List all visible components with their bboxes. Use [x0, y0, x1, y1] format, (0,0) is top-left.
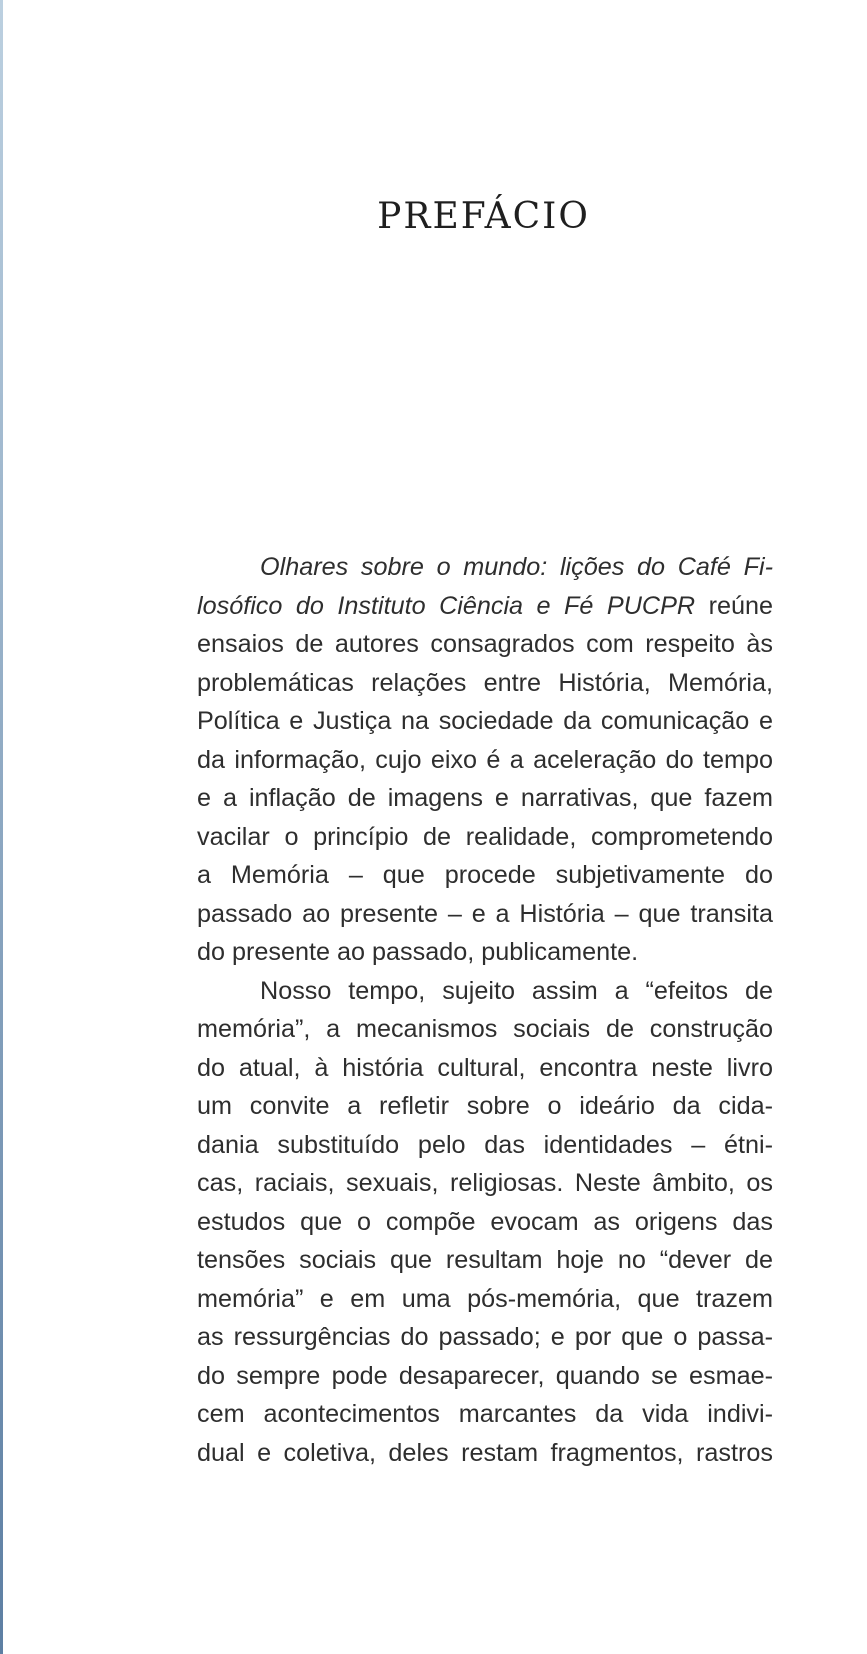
text-line: ensaios de autores consagrados com respeito às [197, 630, 773, 658]
preface-body [197, 548, 773, 1472]
paragraph-1 [197, 548, 773, 972]
text-line: tensões sociais que resultam hoje no “dever de [197, 1246, 773, 1274]
text-line: um convite a refletir sobre o ideário da cida- [197, 1092, 773, 1120]
text-line: da informação, cujo eixo é a aceleração do tempo [197, 745, 773, 774]
text-line: do sempre pode desaparecer, quando se esmae- [197, 1361, 773, 1390]
text-line: Política e Justiça na sociedade da comunicação e [197, 707, 773, 735]
page-edge-line [0, 0, 3, 1654]
text-line: vacilar o princípio de realidade, comprometendo [197, 822, 773, 851]
text-line: cem acontecimentos marcantes da vida indivi- [197, 1400, 773, 1428]
text-line: passado ao presente – e a História – que transita [197, 899, 773, 928]
text-line: dania substituído pelo das identidades – étni- [197, 1130, 773, 1159]
text-line: problemáticas relações entre História, Memória, [197, 668, 773, 697]
text-line: memória”, a mecanismos sociais de construção [197, 1015, 773, 1043]
text-line: dual e coletiva, deles restam fragmentos, rastros [197, 1438, 773, 1467]
paragraph-2 [197, 972, 773, 1473]
text-line: memória” e em uma pós-memória, que trazem [197, 1284, 773, 1313]
text-line: do presente ao passado, publicamente. [197, 938, 639, 966]
text-line: cas, raciais, sexuais, religiosas. Neste âmbito, os [197, 1169, 773, 1197]
text-line: Nosso tempo, sujeito assim a “efeitos de [260, 976, 773, 1005]
text-line: do atual, à história cultural, encontra neste livro [197, 1053, 773, 1082]
text-line: e a inflação de imagens e narrativas, que fazem [197, 784, 773, 812]
text-line: losófico do Instituto Ciência e Fé PUCPR reúne [197, 591, 773, 620]
text-line: estudos que o compõe evocam as origens das [197, 1207, 773, 1236]
text-line: as ressurgências do passado; e por que o passa- [197, 1323, 773, 1351]
page-title: PREFÁCIO [377, 196, 590, 237]
text-line: a Memória – que procede subjetivamente do [197, 861, 773, 889]
text-line: Olhares sobre o mundo: lições do Café Fi- [260, 553, 773, 581]
